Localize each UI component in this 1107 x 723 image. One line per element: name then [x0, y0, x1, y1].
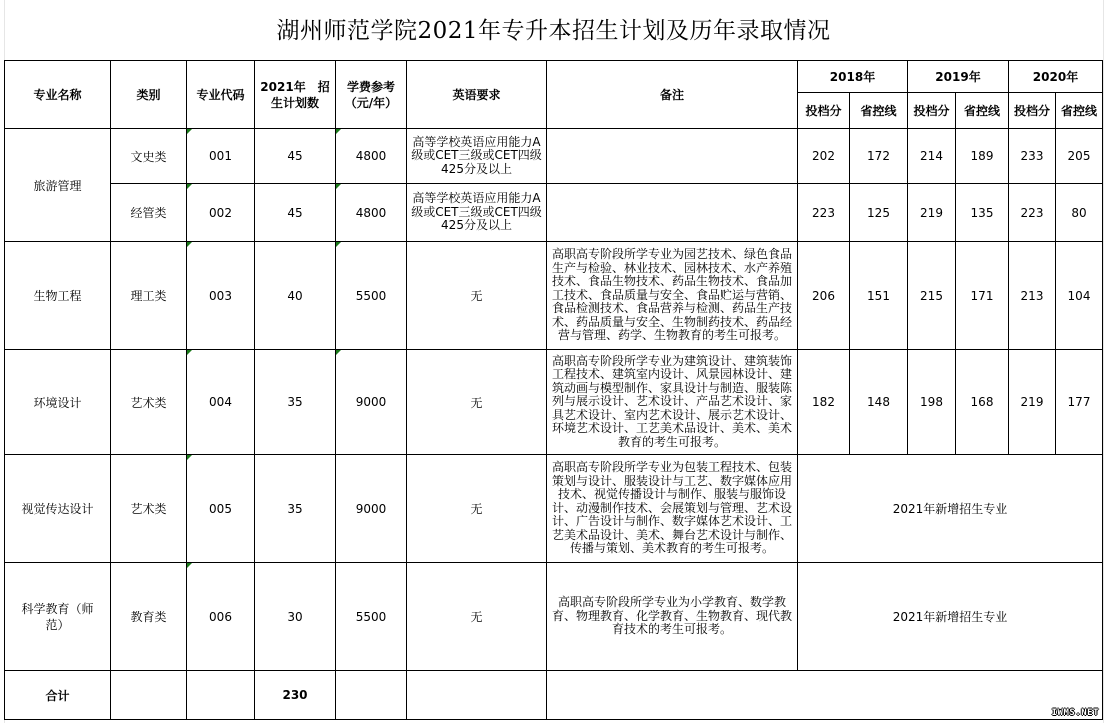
table-row — [5, 184, 1103, 242]
header-2020-cast-score: 投档分 — [1009, 93, 1056, 129]
major-name-cell: 环境设计 — [5, 350, 111, 455]
tuition-cell: 5500 — [336, 563, 407, 671]
score-cell: 223 — [798, 184, 850, 242]
score-cell: 171 — [956, 242, 1009, 350]
score-cell: 214 — [908, 129, 956, 184]
code-cell: 001 — [187, 129, 255, 184]
empty-cell — [547, 671, 1103, 720]
english-cell: 无 — [407, 242, 547, 350]
header-year-2019: 2019年 — [908, 61, 1009, 93]
header-2019-cast-score: 投档分 — [908, 93, 956, 129]
score-cell: 189 — [956, 129, 1009, 184]
score-cell: 202 — [798, 129, 850, 184]
header-row — [5, 61, 1103, 93]
admission-table — [4, 60, 1103, 720]
header-english-requirement: 英语要求 — [407, 61, 547, 129]
score-cell: 177 — [1056, 350, 1103, 455]
code-cell: 002 — [187, 184, 255, 242]
plan-cell: 35 — [255, 350, 336, 455]
english-cell: 无 — [407, 350, 547, 455]
major-name-cell: 旅游管理 — [5, 129, 111, 242]
total-label: 合计 — [5, 671, 111, 720]
score-cell: 223 — [1009, 184, 1056, 242]
plan-cell: 45 — [255, 129, 336, 184]
remarks-cell: 高职高专阶段所学专业为小学教育、数学教育、物理教育、化学教育、生物教育、现代教育技术的考生可报考。 — [547, 563, 798, 671]
score-cell: 182 — [798, 350, 850, 455]
category-cell: 经管类 — [111, 184, 187, 242]
plan-cell: 35 — [255, 455, 336, 563]
remarks-cell — [547, 184, 798, 242]
major-name-cell: 生物工程 — [5, 242, 111, 350]
header-2020-control-line: 省控线 — [1056, 93, 1103, 129]
header-major-code: 专业代码 — [187, 61, 255, 129]
table-row — [5, 129, 1103, 184]
score-cell: 213 — [1009, 242, 1056, 350]
table-row — [5, 242, 1103, 350]
remarks-cell: 高职高专阶段所学专业为包装工程技术、包装策划与设计、服装设计与工艺、数字媒体应用技术、视觉传播设计与制作、服装与服饰设计、动漫制作技术、会展策划与管理、艺术设计、广告设计与制作、数字媒体艺术设计、工艺美术品设计、美术、舞台艺术设计与制作、传播与策划、美术教育的考生可报考。 — [547, 455, 798, 563]
english-cell: 无 — [407, 455, 547, 563]
tuition-cell: 9000 — [336, 455, 407, 563]
plan-cell: 40 — [255, 242, 336, 350]
score-cell: 219 — [1009, 350, 1056, 455]
english-cell: 高等学校英语应用能力A级或CET三级或CET四级425分及以上 — [407, 184, 547, 242]
new-major-note: 2021年新增招生专业 — [798, 563, 1103, 671]
plan-cell: 30 — [255, 563, 336, 671]
header-2018-cast-score: 投档分 — [798, 93, 850, 129]
category-cell: 艺术类 — [111, 455, 187, 563]
score-cell: 168 — [956, 350, 1009, 455]
header-2018-control-line: 省控线 — [850, 93, 908, 129]
english-cell: 高等学校英语应用能力A级或CET三级或CET四级425分及以上 — [407, 129, 547, 184]
code-cell: 004 — [187, 350, 255, 455]
plan-cell: 45 — [255, 184, 336, 242]
tuition-cell: 4800 — [336, 184, 407, 242]
score-cell: 233 — [1009, 129, 1056, 184]
total-row — [5, 671, 1103, 720]
major-name-cell: 视觉传达设计 — [5, 455, 111, 563]
score-cell: 198 — [908, 350, 956, 455]
table-row — [5, 563, 1103, 671]
english-cell: 无 — [407, 563, 547, 671]
tuition-cell: 5500 — [336, 242, 407, 350]
empty-cell — [336, 671, 407, 720]
code-cell: 006 — [187, 563, 255, 671]
major-name-cell: 科学教育（师范） — [5, 563, 111, 671]
watermark-logo: IWMS.NET — [1051, 708, 1099, 718]
remarks-cell: 高职高专阶段所学专业为园艺技术、绿色食品生产与检验、林业技术、园林技术、水产养殖技术、食品生物技术、药品生物技术、食品加工技术、食品质量与安全、食品贮运与营销、食品检测技术、食品营养与检测、药品生产技术、药品质量与安全、生物制药技术、药品经营与管理、药学、生物教育的考生可报考。 — [547, 242, 798, 350]
tuition-cell: 9000 — [336, 350, 407, 455]
score-cell: 80 — [1056, 184, 1103, 242]
empty-cell — [187, 671, 255, 720]
score-cell: 206 — [798, 242, 850, 350]
empty-cell — [407, 671, 547, 720]
remarks-cell — [547, 129, 798, 184]
score-cell: 205 — [1056, 129, 1103, 184]
header-year-2020: 2020年 — [1009, 61, 1103, 93]
score-cell: 148 — [850, 350, 908, 455]
header-plan-count: 2021年 招生计划数 — [255, 61, 336, 129]
header-tuition: 学费参考（元/年） — [336, 61, 407, 129]
score-cell: 104 — [1056, 242, 1103, 350]
empty-cell — [111, 671, 187, 720]
header-remarks: 备注 — [547, 61, 798, 129]
header-2019-control-line: 省控线 — [956, 93, 1009, 129]
score-cell: 125 — [850, 184, 908, 242]
header-major-name: 专业名称 — [5, 61, 111, 129]
category-cell: 文史类 — [111, 129, 187, 184]
tuition-cell: 4800 — [336, 129, 407, 184]
code-cell: 005 — [187, 455, 255, 563]
table-row — [5, 455, 1103, 563]
category-cell: 理工类 — [111, 242, 187, 350]
score-cell: 172 — [850, 129, 908, 184]
table-row — [5, 350, 1103, 455]
sheet-gridline — [1103, 0, 1104, 723]
total-plan: 230 — [255, 671, 336, 720]
code-cell: 003 — [187, 242, 255, 350]
score-cell: 135 — [956, 184, 1009, 242]
remarks-cell: 高职高专阶段所学专业为建筑设计、建筑装饰工程技术、建筑室内设计、风景园林设计、建筑动画与模型制作、家具设计与制造、服装陈列与展示设计、艺术设计、产品艺术设计、家具艺术设计、室内艺术设计、展示艺术设计、环境艺术设计、工艺美术品设计、美术、美术教育的考生可报考。 — [547, 350, 798, 455]
score-cell: 219 — [908, 184, 956, 242]
category-cell: 教育类 — [111, 563, 187, 671]
page-title: 湖州师范学院2021年专升本招生计划及历年录取情况 — [276, 18, 831, 44]
score-cell: 151 — [850, 242, 908, 350]
header-category: 类别 — [111, 61, 187, 129]
category-cell: 艺术类 — [111, 350, 187, 455]
new-major-note: 2021年新增招生专业 — [798, 455, 1103, 563]
header-year-2018: 2018年 — [798, 61, 908, 93]
score-cell: 215 — [908, 242, 956, 350]
